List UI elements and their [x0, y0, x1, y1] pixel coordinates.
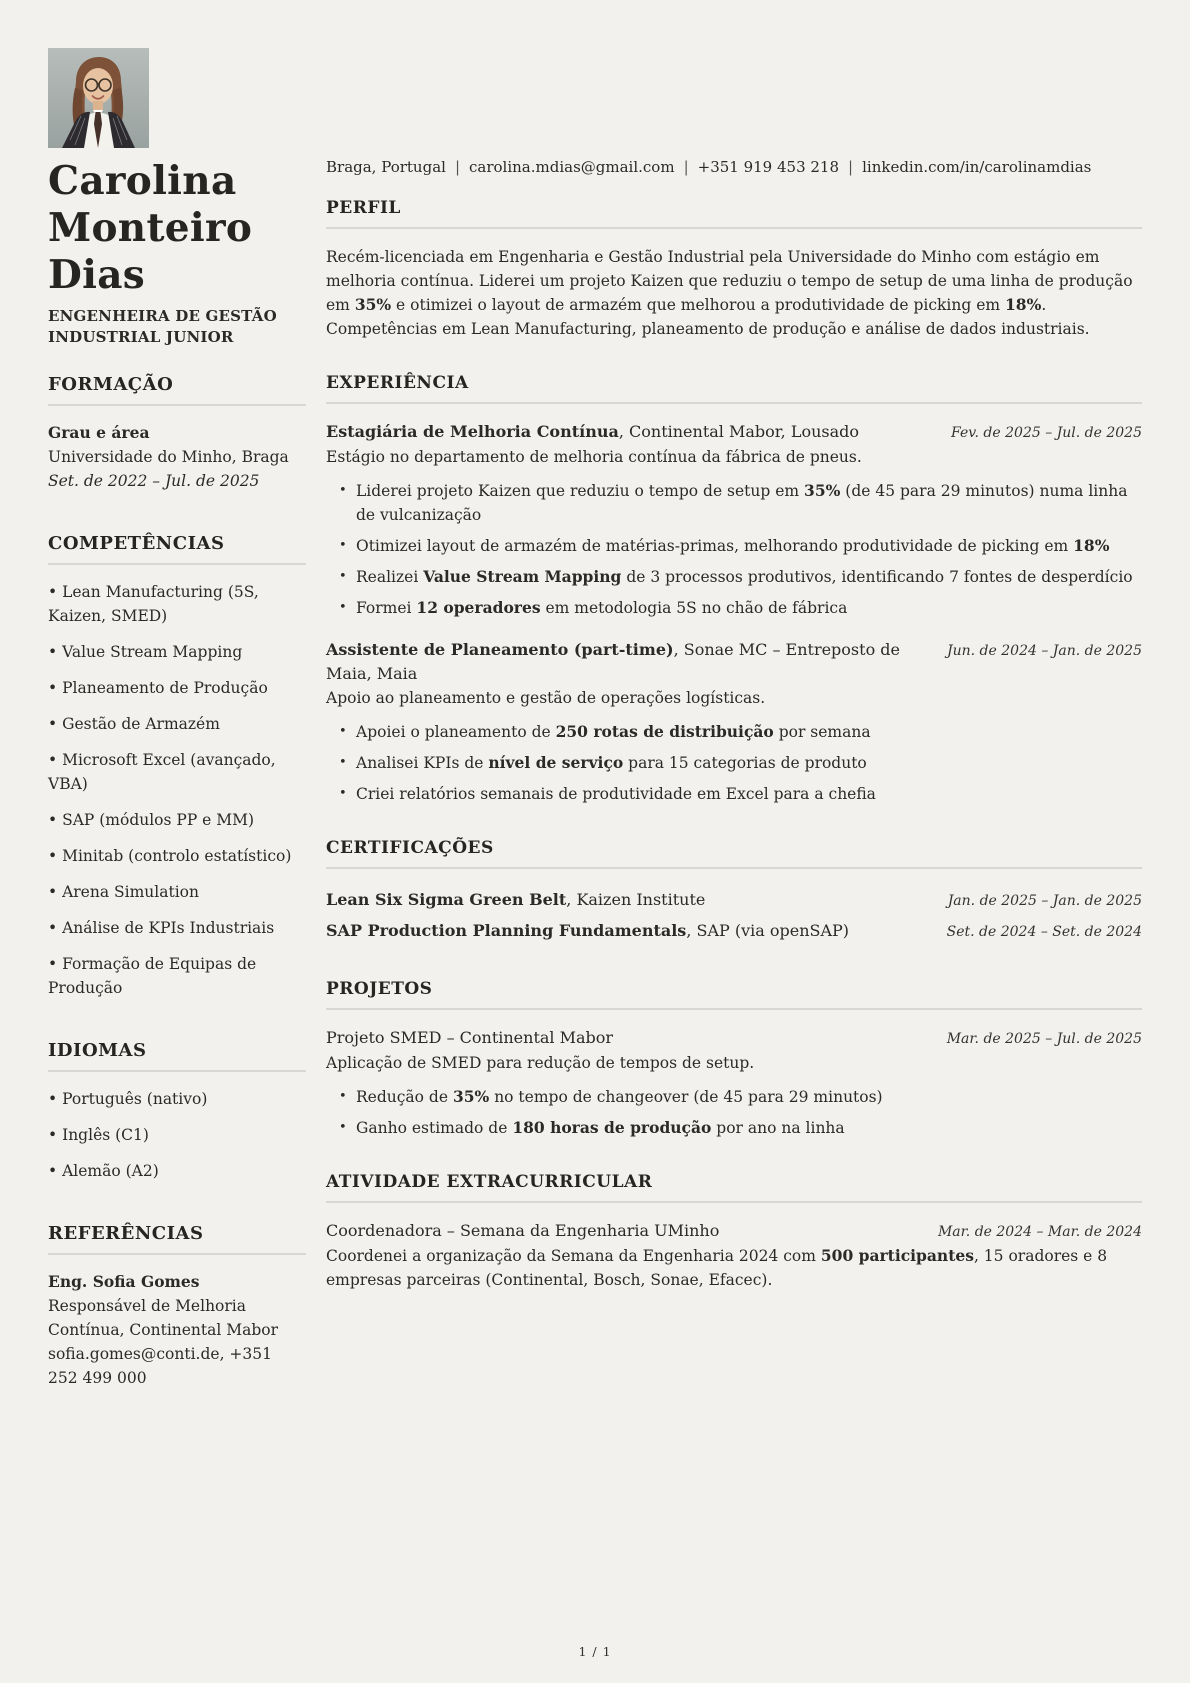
- contact-linkedin: linkedin.com/in/carolinamdias: [862, 158, 1092, 176]
- job-bullet: • Analisei KPIs de nível de serviço para 15 categorias de produto: [326, 751, 1142, 775]
- skill-item: • Microsoft Excel (avançado, VBA): [48, 748, 306, 796]
- activity-description: Coordenei a organização da Semana da Engenharia 2024 com 500 participantes, 15 oradores e 8 empresas parceiras (Continental, Bosch, Sonae, Efacec).: [326, 1246, 1108, 1289]
- job-bullet: • Formei 12 operadores em metodologia 5S no chão de fábrica: [326, 596, 1142, 620]
- contact-location: Braga, Portugal: [326, 158, 446, 176]
- job-dates: Jun. de 2024 – Jan. de 2025: [947, 643, 1142, 659]
- idiomas-heading: IDIOMAS: [48, 1040, 306, 1072]
- certification-dates: Set. de 2024 – Set. de 2024: [946, 924, 1142, 940]
- job-bullet: • Realizei Value Stream Mapping de 3 processos produtivos, identificando 7 fontes de desperdício: [326, 565, 1142, 589]
- referencias-heading: REFERÊNCIAS: [48, 1223, 306, 1255]
- section-referencias: [48, 1223, 306, 1390]
- contact-line: [326, 156, 1142, 178]
- competencias-heading: COMPETÊNCIAS: [48, 533, 306, 565]
- job-title-company: , Continental Mabor, Lousado: [618, 422, 860, 441]
- skill-item: • Lean Manufacturing (5S, Kaizen, SMED): [48, 580, 306, 628]
- skill-item: • Arena Simulation: [48, 880, 306, 904]
- section-idiomas: [48, 1040, 306, 1183]
- reference-name: Eng. Sofia Gomes: [48, 1272, 200, 1291]
- contact-separator: |: [454, 158, 460, 176]
- language-item: • Inglês (C1): [48, 1123, 306, 1147]
- page-number: 1 / 1: [578, 1644, 612, 1659]
- job-description: Estágio no departamento de melhoria contínua da fábrica de pneus.: [326, 448, 862, 466]
- job-bullet: • Criei relatórios semanais de produtividade em Excel para a chefia: [326, 782, 1142, 806]
- atividade-heading: ATIVIDADE EXTRACURRICULAR: [326, 1172, 1142, 1203]
- section-atividade-extracurricular: [326, 1172, 1142, 1292]
- job-bullet: • Liderei projeto Kaizen que reduziu o tempo de setup em 35% (de 45 para 29 minutos) numa linha de vulcanização: [326, 479, 1142, 527]
- skill-item: • Análise de KPIs Industriais: [48, 916, 306, 940]
- activity-entry-header: [326, 1219, 1142, 1244]
- formacao-dates: Set. de 2022 – Jul. de 2025: [48, 472, 260, 490]
- experience-entry: [326, 638, 1142, 806]
- project-description: Aplicação de SMED para redução de tempos de setup.: [326, 1054, 755, 1072]
- skill-item: • Planeamento de Produção: [48, 676, 306, 700]
- section-certificacoes: [326, 838, 1142, 947]
- certification-title: [326, 916, 849, 945]
- profile-photo-illustration: [48, 48, 149, 148]
- certification-name: SAP Production Planning Fundamentals: [326, 921, 687, 940]
- activity-title: Coordenadora – Semana da Engenharia UMinho: [326, 1221, 720, 1240]
- formacao-school: Universidade do Minho, Braga: [48, 448, 289, 466]
- job-description: Apoio ao planeamento e gestão de operações logísticas.: [326, 689, 766, 707]
- formacao-heading: FORMAÇÃO: [48, 374, 306, 406]
- section-experiencia: [326, 373, 1142, 806]
- experience-entry-header: [326, 638, 1142, 686]
- contact-separator: |: [848, 158, 854, 176]
- job-title: [326, 638, 929, 686]
- job-bullet: • Otimizei layout de armazém de matérias-primas, melhorando produtividade de picking em 18%: [326, 534, 1142, 558]
- activity-entry: [326, 1219, 1142, 1292]
- job-bullet: • Apoiei o planeamento de 250 rotas de distribuição por semana: [326, 720, 1142, 744]
- certification-row: [326, 885, 1142, 916]
- experience-entry-header: [326, 420, 1142, 445]
- certificacoes-heading: CERTIFICAÇÕES: [326, 838, 1142, 869]
- perfil-text: Recém-licenciada em Engenharia e Gestão Industrial pela Universidade do Minho com estágio em melhoria contínua. Liderei um projeto Kaizen que reduziu o tempo de setup de uma linha de produção em 35% e otimizei o layout de armazém que melhorou a produtividade de picking em 18%. Competências em Lean Manufacturing, planeamento de produção e análise de dados industriais.: [326, 248, 1133, 338]
- experiencia-heading: EXPERIÊNCIA: [326, 373, 1142, 404]
- job-title-company: , Sonae MC – Entreposto de Maia, Maia: [326, 640, 900, 683]
- job-dates: Fev. de 2025 – Jul. de 2025: [951, 425, 1142, 441]
- job-title: [326, 420, 859, 444]
- section-perfil: [326, 198, 1142, 341]
- project-entry-header: [326, 1026, 1142, 1051]
- contact-phone: +351 919 453 218: [697, 158, 840, 176]
- language-item: • Português (nativo): [48, 1087, 306, 1111]
- skill-item: • Value Stream Mapping: [48, 640, 306, 664]
- job-bullet-list: [326, 479, 1142, 620]
- certification-title: [326, 885, 705, 914]
- right-column: [326, 0, 1142, 1683]
- certification-issuer: , Kaizen Institute: [566, 890, 706, 909]
- skill-item: • SAP (módulos PP e MM): [48, 808, 306, 832]
- contact-email: carolina.mdias@gmail.com: [469, 158, 675, 176]
- left-column: [48, 0, 306, 1683]
- project-dates: Mar. de 2025 – Jul. de 2025: [946, 1031, 1142, 1047]
- experience-entry: [326, 420, 1142, 620]
- candidate-headline: ENGENHEIRA DE GESTÃO INDUSTRIAL JUNIOR: [48, 307, 277, 346]
- perfil-heading: PERFIL: [326, 198, 1142, 229]
- project-entry: [326, 1026, 1142, 1140]
- section-formacao: [48, 374, 306, 493]
- activity-dates: Mar. de 2024 – Mar. de 2024: [937, 1224, 1142, 1240]
- reference-contact: sofia.gomes@conti.de, +351 252 499 000: [48, 1345, 273, 1387]
- contact-separator: |: [683, 158, 689, 176]
- formacao-degree: Grau e área: [48, 423, 150, 442]
- language-item: • Alemão (A2): [48, 1159, 306, 1183]
- project-title: Projeto SMED – Continental Mabor: [326, 1028, 614, 1047]
- project-bullet-list: [326, 1085, 1142, 1140]
- reference-role: Responsável de Melhoria Contínua, Continental Mabor: [48, 1297, 279, 1339]
- job-bullet-list: [326, 720, 1142, 806]
- certification-dates: Jan. de 2025 – Jan. de 2025: [947, 893, 1142, 909]
- candidate-name: Carolina Monteiro Dias: [48, 158, 253, 298]
- section-projetos: [326, 979, 1142, 1140]
- skill-item: • Gestão de Armazém: [48, 712, 306, 736]
- certification-row: [326, 916, 1142, 947]
- project-bullet: • Ganho estimado de 180 horas de produção por ano na linha: [326, 1116, 1142, 1140]
- certification-name: Lean Six Sigma Green Belt: [326, 890, 567, 909]
- certification-issuer: , SAP (via openSAP): [686, 921, 850, 940]
- job-title-role: Estagiária de Melhoria Contínua: [326, 422, 619, 441]
- project-bullet: • Redução de 35% no tempo de changeover (de 45 para 29 minutos): [326, 1085, 1142, 1109]
- profile-photo: [48, 48, 149, 148]
- skill-item: • Minitab (controlo estatístico): [48, 844, 306, 868]
- skill-item: • Formação de Equipas de Produção: [48, 952, 306, 1000]
- job-title-role: Assistente de Planeamento (part-time): [326, 640, 674, 659]
- section-competencias: [48, 533, 306, 1000]
- projetos-heading: PROJETOS: [326, 979, 1142, 1010]
